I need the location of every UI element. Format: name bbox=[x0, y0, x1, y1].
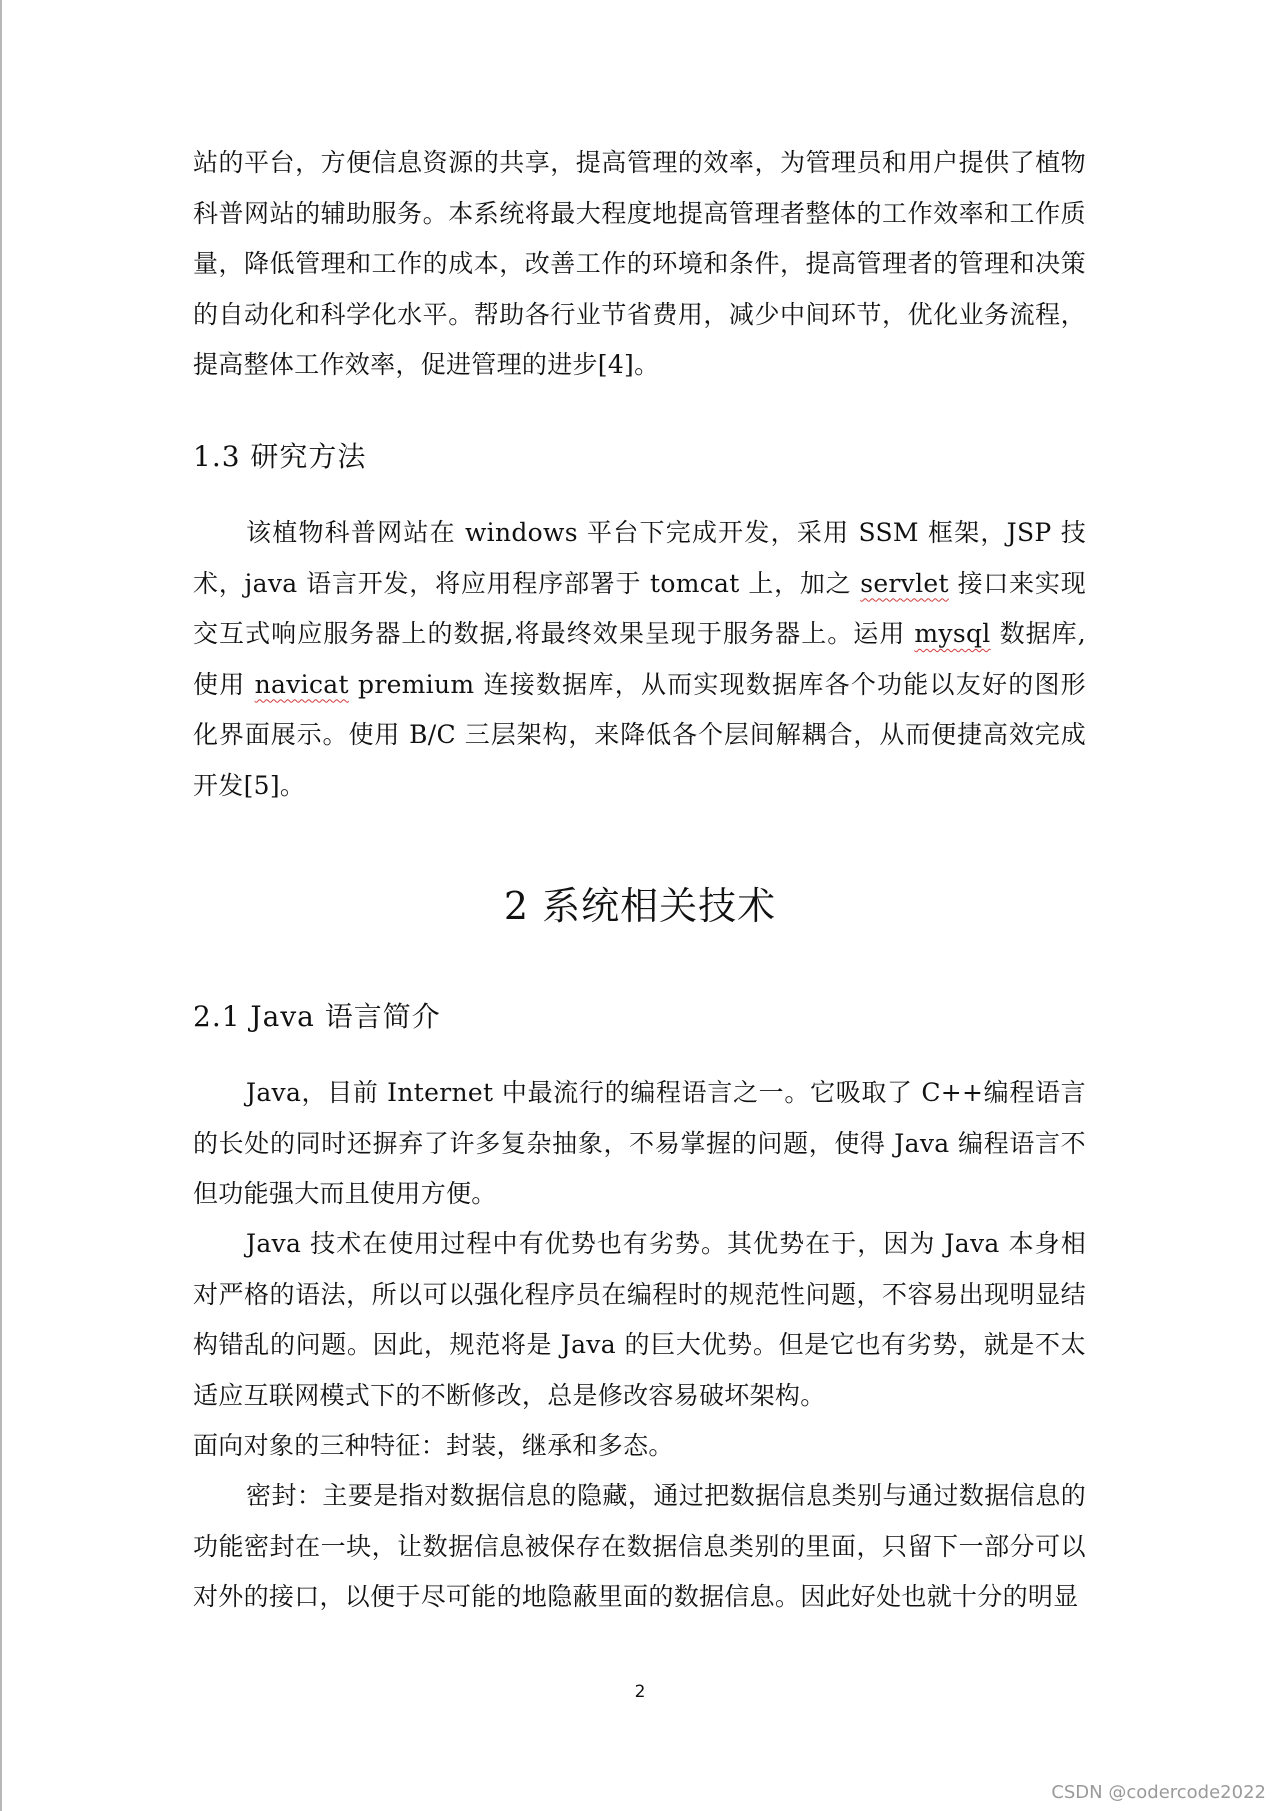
paragraph-research-method bbox=[193, 508, 1086, 811]
spellcheck-word-mysql: mysql bbox=[914, 619, 991, 648]
chapter-2-title: 2 系统相关技术 bbox=[503, 884, 777, 928]
paragraph-oop-features: 面向对象的三种特征：封装，继承和多态。 bbox=[193, 1431, 674, 1460]
spellcheck-word-servlet: servlet bbox=[860, 568, 949, 598]
paragraph-1-2-tail: 站的平台，方便信息资源的共享，提高管理的效率，为管理员和用户提供了植物科普网站的辅助服务。本系统将最大程度地提高管理者整体的工作效率和工作质量，降低管理和工作的成本，改善工作的环境和条件，提高管理者的管理和决策的自动化和科学化水平。帮助各行业节省费用，减少中间环节，优化业务流程，提高整体工作效率，促进管理的进步[4]。 bbox=[193, 148, 1086, 379]
heading-1-3: 1.3 研究方法 bbox=[193, 440, 367, 473]
text-segment: 接口来实现交互式响应服务器上的数据,将最终效果呈现于服务器上。运用 bbox=[193, 568, 1086, 648]
text-segment: 该植物科普网站在 windows 平台下完成开发，采用 SSM 框架，JSP 技术，java 语言开发，将应用程序部署于 tomcat 上，加之 bbox=[193, 518, 1086, 598]
paragraph-java-intro: Java，目前 Internet 中最流行的编程语言之一。它吸取了 C++编程语言的长处的同时还摒弃了许多复杂抽象，不易掌握的问题，使得 Java 编程语言不但功能强大而且使用方便。 bbox=[193, 1078, 1086, 1208]
paragraph-java-pros-cons: Java 技术在使用过程中有优势也有劣势。其优势在于，因为 Java 本身相对严格的语法，所以可以强化程序员在编程时的规范性问题，不容易出现明显结构错乱的问题。因此，规范将是 Java 的巨大优势。但是它也有劣势，就是不太适应互联网模式下的不断修改，总是修改容易破坏架构。 bbox=[193, 1229, 1086, 1410]
text-segment: 数据库,使用 bbox=[193, 619, 1086, 699]
page-number: 2 bbox=[634, 1682, 646, 1702]
paragraph-encapsulation: 密封：主要是指对数据信息的隐藏，通过把数据信息类别与通过数据信息的功能密封在一块，让数据信息被保存在数据信息类别的里面，只留下一部分可以对外的接口，以便于尽可能的地隐蔽里面的数据信息。因此好处也就十分的明显 bbox=[193, 1481, 1086, 1611]
csdn-watermark: CSDN @codercode2022 bbox=[1051, 1782, 1266, 1803]
heading-2-1: 2.1 Java 语言简介 bbox=[193, 1000, 441, 1033]
spellcheck-word-navicat: navicat bbox=[254, 669, 349, 699]
text-segment: premium 连接数据库，从而实现数据库各个功能以友好的图形化界面展示。使用 B/C 三层架构，来降低各个层间解耦合，从而便捷高效完成开发[5]。 bbox=[193, 669, 1086, 800]
